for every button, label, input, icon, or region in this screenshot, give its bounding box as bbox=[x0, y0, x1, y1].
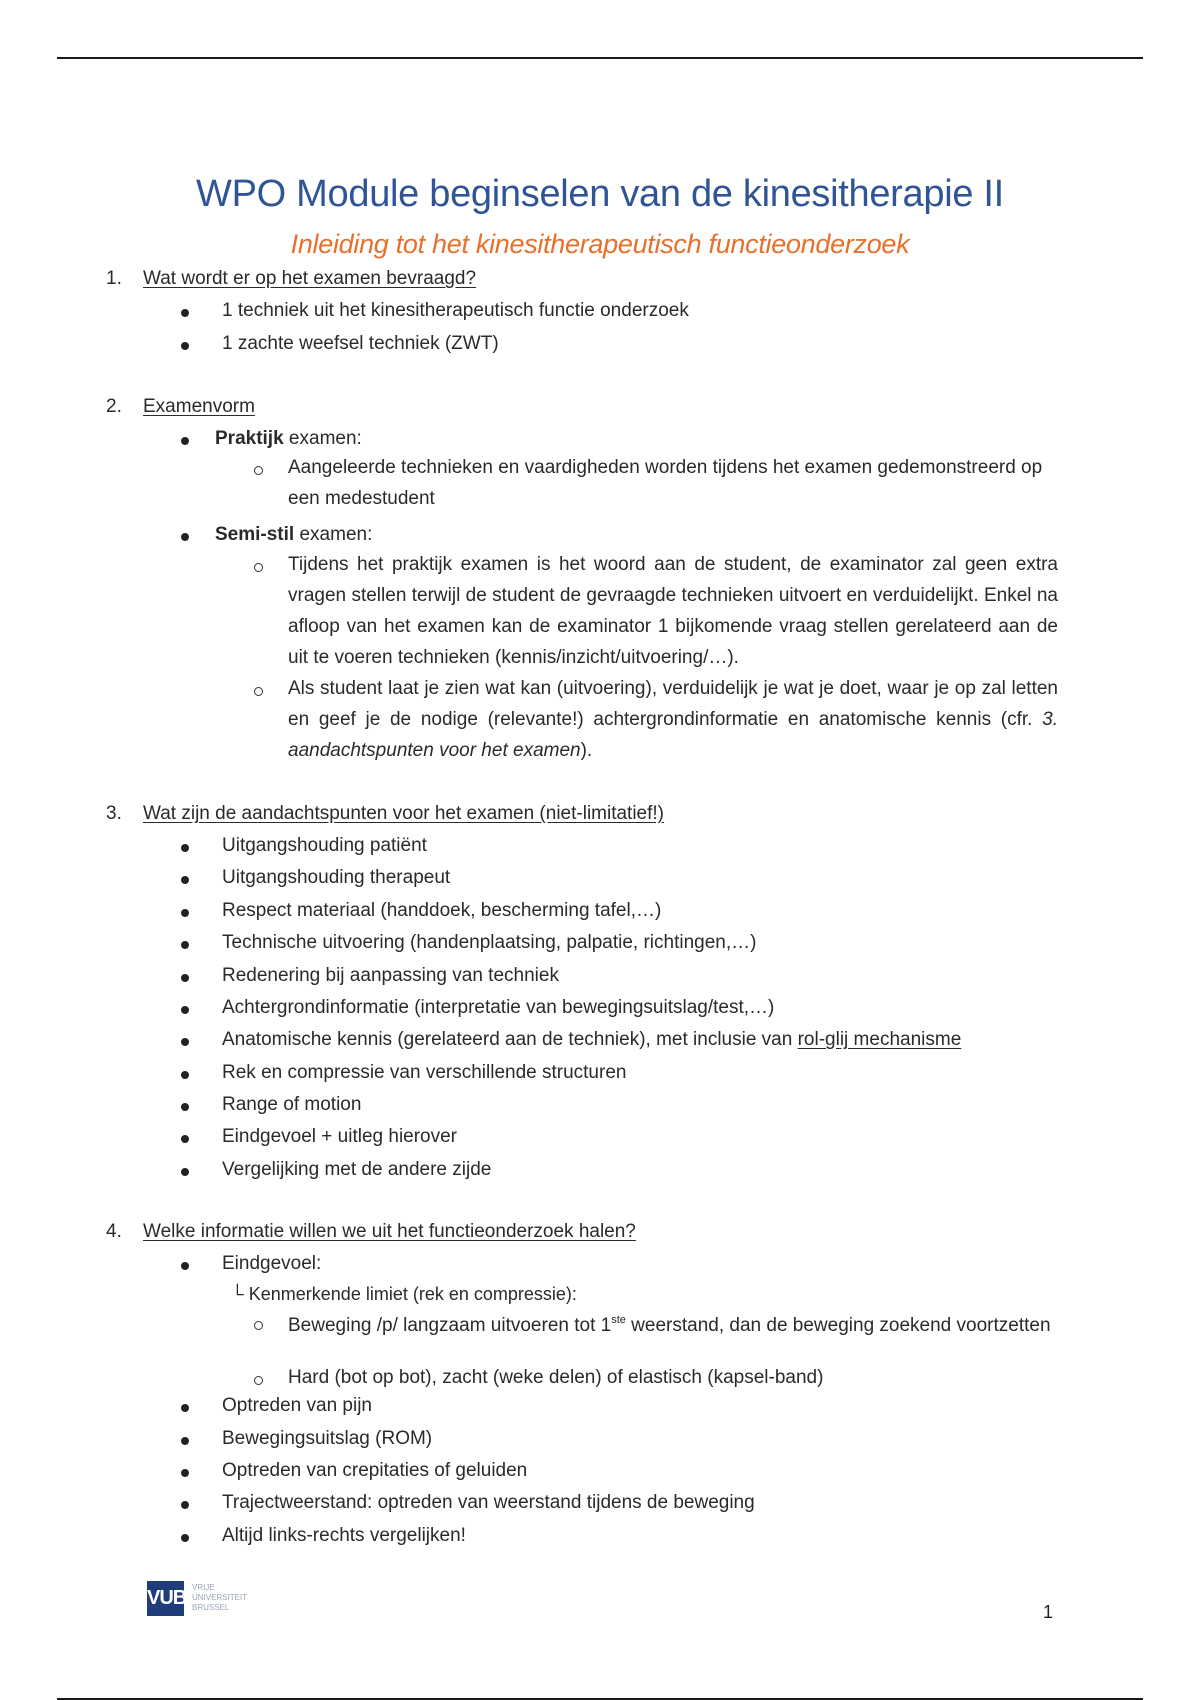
circle-bullet-icon bbox=[254, 1376, 263, 1385]
sub-item-text-part: ). bbox=[580, 740, 593, 761]
bullet-icon bbox=[181, 1038, 189, 1046]
list-item bbox=[0, 1525, 1200, 1555]
sub-item-text bbox=[288, 673, 1058, 766]
bullet-icon bbox=[181, 533, 189, 541]
term-rest: examen: bbox=[283, 428, 362, 449]
list-item-text-part: Anatomische kennis (gerelateerd aan de techniek), met inclusie van bbox=[222, 1029, 798, 1050]
list-item bbox=[0, 1460, 1200, 1490]
logo-text-line: BRUSSEL bbox=[192, 1603, 230, 1612]
superscript: ste bbox=[611, 1314, 626, 1326]
list-item bbox=[0, 1159, 1200, 1189]
sub-item-text: Hard (bot op bot), zacht (weke delen) of elastisch (kapsel-band) bbox=[288, 1367, 824, 1388]
section-number: 1. bbox=[106, 268, 122, 289]
logo-text-line: UNIVERSITEIT bbox=[192, 1593, 248, 1602]
circle-bullet-icon bbox=[254, 1321, 263, 1330]
bullet-icon bbox=[181, 1168, 189, 1176]
logo-text-line: VRIJE bbox=[192, 1583, 215, 1592]
list-item-text: Respect materiaal (handdoek, bescherming tafel,…) bbox=[222, 900, 662, 921]
page-title: WPO Module beginselen van de kinesitherapie II bbox=[196, 173, 1004, 215]
term-rest: examen: bbox=[294, 524, 373, 545]
list-item-text: 1 zachte weefsel techniek (ZWT) bbox=[222, 333, 499, 354]
section-title: Wat zijn de aandachtspunten voor het examen (niet-limitatief!) bbox=[143, 803, 665, 824]
cross-reference: 3. aandachtspunten voor het examen bbox=[288, 709, 1058, 761]
list-item bbox=[0, 835, 1200, 865]
list-item-text: Vergelijking met de andere zijde bbox=[222, 1159, 492, 1180]
sub-item-text-part: Beweging /p/ langzaam uitvoeren tot 1 bbox=[288, 1315, 612, 1336]
sub-item-text-part: weerstand, dan de beweging zoekend voortzetten bbox=[625, 1315, 1051, 1336]
page-subtitle: Inleiding tot het kinesitherapeutisch functieonderzoek bbox=[290, 229, 910, 259]
list-item-text: 1 techniek uit het kinesitherapeutisch functie onderzoek bbox=[222, 300, 689, 321]
section-title: Examenvorm bbox=[143, 396, 255, 417]
section-number: 4. bbox=[106, 1221, 122, 1242]
list-item bbox=[0, 900, 1200, 930]
bold-term: Praktijk bbox=[215, 428, 284, 449]
list-item-text: Uitgangshouding patiënt bbox=[222, 835, 427, 856]
list-item bbox=[0, 1428, 1200, 1458]
list-item bbox=[0, 1253, 1200, 1283]
list-item bbox=[0, 932, 1200, 962]
bullet-icon bbox=[181, 342, 189, 350]
list-item bbox=[0, 867, 1200, 897]
list-item bbox=[0, 333, 1200, 363]
list-item bbox=[0, 1094, 1200, 1124]
list-item-text: Range of motion bbox=[222, 1094, 362, 1115]
sub-item-text-part: Als student laat je zien wat kan (uitvoering), verduidelijk je wat je doet, waar je op zal letten en geef je de nodige (relevante!) achtergrondinformatie en anatomische kennis (cfr. bbox=[288, 678, 1058, 730]
list-item bbox=[0, 1395, 1200, 1425]
circle-bullet-icon bbox=[254, 466, 263, 475]
bullet-icon bbox=[181, 1501, 189, 1509]
bullet-icon bbox=[181, 437, 189, 445]
list-item-text: Altijd links-rechts vergelijken! bbox=[222, 1525, 466, 1546]
bullet-icon bbox=[181, 1262, 189, 1270]
logo-mark: VUB bbox=[147, 1581, 184, 1616]
sub-heading-text: └ Kenmerkende limiet (rek en compressie): bbox=[231, 1284, 577, 1304]
list-item bbox=[0, 965, 1200, 995]
list-item bbox=[0, 1492, 1200, 1522]
bullet-icon bbox=[181, 1534, 189, 1542]
bullet-icon bbox=[181, 941, 189, 949]
logo-text bbox=[192, 1583, 247, 1613]
bullet-icon bbox=[181, 909, 189, 917]
list-item-text: Uitgangshouding therapeut bbox=[222, 867, 451, 888]
list-item bbox=[0, 1029, 1200, 1059]
sub-item-text: Tijdens het praktijk examen is het woord aan de student, de examinator zal geen extra vragen stellen terwijl de student de gevraagde technieken uitvoert en verduidelijkt. Enkel na afloop van het examen kan de examinator 1 bijkomende vraag stellen gerelateerd aan de uit te voeren technieken (kennis/inzicht/uitvoering/…). bbox=[288, 554, 1058, 668]
bullet-icon bbox=[181, 1469, 189, 1477]
bullet-icon bbox=[181, 309, 189, 317]
list-item-text: Eindgevoel + uitleg hierover bbox=[222, 1126, 458, 1147]
list-item bbox=[0, 997, 1200, 1027]
section-title: Welke informatie willen we uit het functieonderzoek halen? bbox=[143, 1221, 636, 1242]
list-item-text bbox=[222, 1029, 961, 1051]
list-item bbox=[0, 300, 1200, 330]
bullet-icon bbox=[181, 1103, 189, 1111]
list-item-text bbox=[215, 524, 372, 546]
list-item-text: Eindgevoel: bbox=[222, 1253, 322, 1274]
sub-item-text bbox=[288, 1307, 1058, 1339]
bullet-icon bbox=[181, 844, 189, 852]
section-number: 3. bbox=[106, 803, 122, 824]
sub-item-text: Aangeleerde technieken en vaardigheden worden tijdens het examen gedemonstreerd op een medestudent bbox=[288, 457, 1043, 509]
list-item-text: Technische uitvoering (handenplaatsing, palpatie, richtingen,…) bbox=[222, 932, 757, 953]
list-item-text: Rek en compressie van verschillende structuren bbox=[222, 1062, 627, 1083]
bullet-icon bbox=[181, 1404, 189, 1412]
list-item-text: Redenering bij aanpassing van techniek bbox=[222, 965, 559, 986]
bullet-icon bbox=[181, 974, 189, 982]
list-item-text bbox=[215, 428, 362, 450]
section-title: Wat wordt er op het examen bevraagd? bbox=[143, 268, 477, 289]
list-item bbox=[0, 1062, 1200, 1092]
underlined-term: rol-glij mechanisme bbox=[797, 1029, 962, 1050]
list-item-text: Trajectweerstand: optreden van weerstand tijdens de beweging bbox=[222, 1492, 755, 1513]
bullet-icon bbox=[181, 1135, 189, 1143]
section-number: 2. bbox=[106, 396, 122, 417]
bullet-icon bbox=[181, 1437, 189, 1445]
bullet-icon bbox=[181, 876, 189, 884]
circle-bullet-icon bbox=[254, 563, 263, 572]
page-number: 1 bbox=[1043, 1602, 1054, 1622]
bullet-icon bbox=[181, 1071, 189, 1079]
list-item-text: Optreden van crepitaties of geluiden bbox=[222, 1460, 528, 1481]
circle-bullet-icon bbox=[254, 687, 263, 696]
bullet-icon bbox=[181, 1006, 189, 1014]
top-rule bbox=[57, 57, 1143, 59]
list-item-text: Bewegingsuitslag (ROM) bbox=[222, 1428, 433, 1449]
list-item bbox=[0, 1126, 1200, 1156]
list-item-text: Optreden van pijn bbox=[222, 1395, 372, 1416]
list-item-text: Achtergrondinformatie (interpretatie van bewegingsuitslag/test,…) bbox=[222, 997, 775, 1018]
bold-term: Semi-stil bbox=[215, 524, 295, 545]
